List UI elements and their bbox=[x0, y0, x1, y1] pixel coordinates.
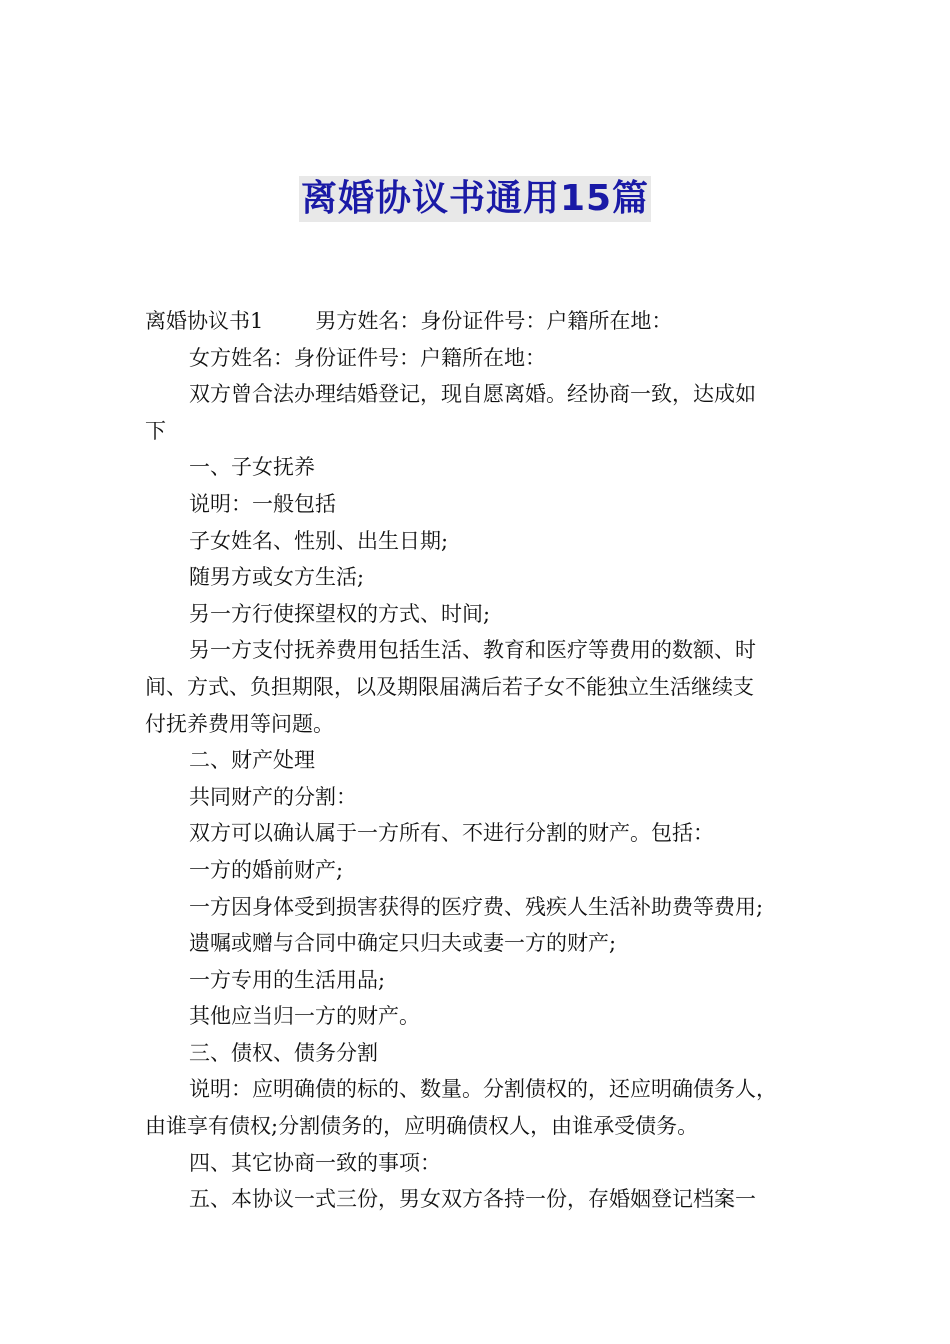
paragraph-line: 另一方支付抚养费用包括生活、教育和医疗等费用的数额、时 bbox=[189, 638, 756, 663]
paragraph-line: 一方的婚前财产; bbox=[189, 857, 344, 882]
paragraph-line: 付抚养费用等问题。 bbox=[145, 711, 334, 736]
paragraph-line: 由谁享有债权;分割债务的，应明确债权人，由谁承受债务。 bbox=[145, 1114, 699, 1139]
document-body bbox=[145, 303, 815, 1218]
title-block bbox=[0, 176, 950, 222]
paragraph-line: 间、方式、负担期限，以及期限届满后若子女不能独立生活继续支 bbox=[145, 674, 754, 699]
paragraph-line: 另一方行使探望权的方式、时间; bbox=[189, 601, 491, 626]
paragraph-line: 共同财产的分割： bbox=[189, 784, 357, 809]
paragraph-line: 双方曾合法办理结婚登记，现自愿离婚。经协商一致，达成如 bbox=[189, 382, 756, 407]
paragraph-line: 女方姓名：身份证件号：户籍所在地： bbox=[189, 345, 546, 370]
husband-info-label: 男方姓名：身份证件号：户籍所在地： bbox=[315, 309, 673, 333]
paragraph-line: 说明：应明确债的标的、数量。分割债权的，还应明确债务人， bbox=[189, 1077, 777, 1102]
paragraph-line: 说明：一般包括 bbox=[189, 491, 336, 516]
section-heading: 四、其它协商一致的事项： bbox=[189, 1150, 441, 1175]
paragraph-line: 随男方或女方生活; bbox=[189, 565, 365, 590]
paragraph-line bbox=[145, 303, 815, 340]
section-heading: 一、子女抚养 bbox=[189, 455, 315, 480]
paragraph-line: 子女姓名、性别、出生日期; bbox=[189, 528, 449, 553]
paragraph-line: 遗嘱或赠与合同中确定只归夫或妻一方的财产; bbox=[189, 931, 617, 956]
paragraph-line: 一方专用的生活用品; bbox=[189, 967, 386, 992]
section-heading: 三、债权、债务分割 bbox=[189, 1040, 378, 1065]
paragraph-line: 一方因身体受到损害获得的医疗费、残疾人生活补助费等费用; bbox=[189, 894, 764, 919]
paragraph-line: 双方可以确认属于一方所有、不进行分割的财产。包括： bbox=[189, 821, 714, 846]
section-heading: 二、财产处理 bbox=[189, 748, 315, 773]
paragraph-line: 五、本协议一式三份，男女双方各持一份，存婚姻登记档案一 bbox=[189, 1187, 756, 1212]
paragraph-line: 其他应当归一方的财产。 bbox=[189, 1004, 420, 1029]
paragraph-line: 下 bbox=[145, 418, 166, 443]
agreement-heading: 离婚协议书1 bbox=[145, 309, 264, 333]
document-title: 离婚协议书通用15篇 bbox=[299, 176, 651, 222]
